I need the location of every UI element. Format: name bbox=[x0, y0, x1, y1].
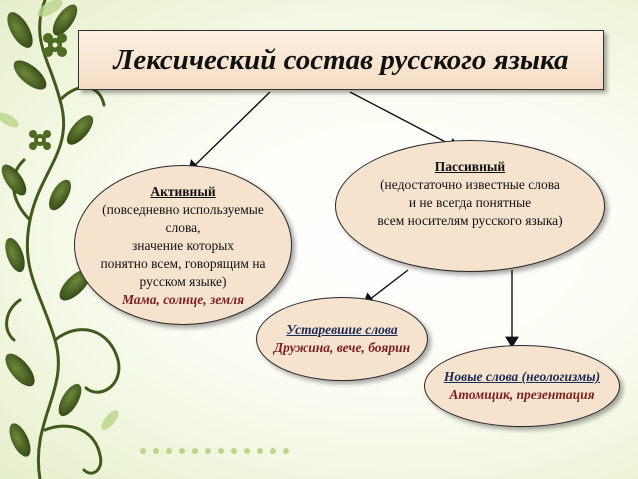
dot bbox=[192, 448, 198, 454]
obsolete-examples: Дружина, вече, боярин bbox=[273, 340, 411, 355]
diagram-title: Лексический состав русского языка bbox=[78, 30, 604, 90]
active-line: (повседневно используемые bbox=[102, 202, 264, 217]
passive-heading: Пассивный bbox=[434, 159, 506, 174]
passive-line: и не всегда понятные bbox=[408, 195, 532, 210]
arrow-to-passive bbox=[350, 92, 457, 148]
dot bbox=[205, 448, 211, 454]
neologisms-heading: Новые слова (неологизмы) bbox=[443, 369, 601, 384]
active-examples: Мама, солнце, земля bbox=[121, 292, 245, 307]
dot bbox=[231, 448, 237, 454]
arrow-to-obsolete bbox=[365, 270, 408, 303]
dot bbox=[257, 448, 263, 454]
dot bbox=[270, 448, 276, 454]
dot bbox=[140, 448, 146, 454]
obsolete-heading: Устаревшие слова bbox=[286, 322, 398, 337]
neologisms-examples: Атомщик, презентация bbox=[449, 387, 595, 402]
passive-line: (недостаточно известные слова bbox=[380, 177, 560, 192]
active-line: значение которых bbox=[131, 238, 235, 253]
active-line: понятно всем, говорящим на bbox=[100, 256, 266, 271]
active-text bbox=[80, 183, 286, 309]
dot bbox=[153, 448, 159, 454]
neologisms-text bbox=[424, 368, 620, 404]
dot bbox=[283, 448, 289, 454]
dot bbox=[218, 448, 224, 454]
active-heading: Активный bbox=[150, 184, 216, 199]
dot bbox=[244, 448, 250, 454]
obsolete-text bbox=[256, 321, 428, 357]
decorative-dots bbox=[140, 448, 289, 454]
dot bbox=[166, 448, 172, 454]
dot bbox=[179, 448, 185, 454]
active-line: слова, bbox=[165, 220, 201, 235]
active-line: русском языке) bbox=[139, 274, 227, 289]
passive-text bbox=[340, 158, 600, 230]
passive-line: всем носителям русского языка) bbox=[377, 213, 563, 228]
arrow-to-active bbox=[190, 92, 270, 170]
